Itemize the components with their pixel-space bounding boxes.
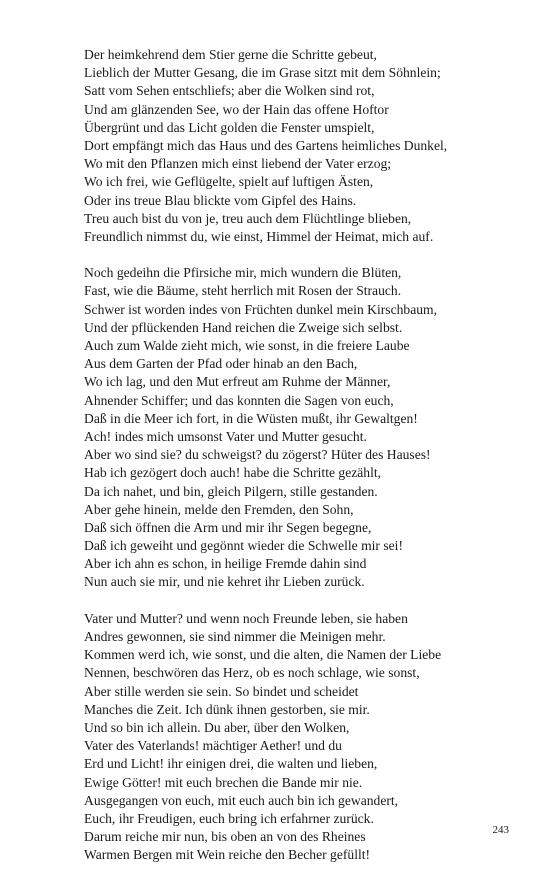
verse-line: Und so bin ich allein. Du aber, über den Wolken, bbox=[84, 719, 350, 735]
verse-line: Wo ich frei, wie Geflügelte, spielt auf luftigen Ästen, bbox=[84, 174, 374, 190]
verse-line: Aber stille werden sie sein. So bindet und scheidet bbox=[84, 683, 359, 699]
verse-line: Ahnender Schiffer; und das konnten die Sagen von euch, bbox=[84, 392, 394, 408]
verse-line: Ewige Götter! mit euch brechen die Bande mir nie. bbox=[84, 774, 363, 790]
verse-line: Aus dem Garten der Pfad oder hinab an den Bach, bbox=[84, 356, 358, 372]
verse-line: Nennen, beschwören das Herz, ob es noch schlage, wie sonst, bbox=[84, 665, 420, 681]
verse-line: Daß ich geweiht und gegönnt wieder die Schwelle mir sei! bbox=[84, 538, 403, 554]
verse-line: Ausgegangen von euch, mit euch auch bin ich gewandert, bbox=[84, 792, 399, 808]
verse-line: Andres gewonnen, sie sind nimmer die Meinigen mehr. bbox=[84, 629, 386, 644]
verse-line: Euch, ihr Freudigen, euch bring ich erfahrner zurück. bbox=[84, 810, 374, 826]
verse-line: Manches die Zeit. Ich dünk ihnen gestorben, sie mir. bbox=[84, 701, 370, 717]
verse-line: Hab ich gezögert doch auch! habe die Schritte gezählt, bbox=[84, 465, 382, 481]
verse-line: Schwer ist worden indes von Früchten dunkel mein Kirschbaum, bbox=[84, 301, 437, 317]
verse-line: Satt vom Sehen entschliefs; aber die Wolken sind rot, bbox=[84, 83, 375, 99]
verse-line: Aber wo sind sie? du schweigst? du zögerst? Hüter des Hauses! bbox=[84, 447, 431, 463]
verse-line: Erd und Licht! ihr einigen drei, die walten und lieben, bbox=[84, 756, 378, 772]
verse-line: Vater und Mutter? und wenn noch Freunde leben, sie haben bbox=[84, 610, 408, 626]
stanza bbox=[84, 264, 524, 591]
stanza bbox=[84, 610, 524, 865]
verse-line: Oder ins treue Blau blickte vom Gipfel des Hains. bbox=[84, 192, 357, 208]
verse-line: Übergrünt und das Licht golden die Fenster umspielt, bbox=[84, 119, 375, 135]
verse-line: Vater des Vaterlands! mächtiger Aether! und du bbox=[84, 738, 342, 754]
verse-line: Darum reiche mir nun, bis oben an von des Rheines bbox=[84, 829, 366, 845]
verse-line: Auch zum Walde zieht mich, wie sonst, in die freiere Laube bbox=[84, 338, 410, 353]
verse-line: Daß in die Meer ich fort, in die Wüsten mußt, ihr Gewaltgen! bbox=[84, 410, 418, 426]
verse-line: Wo ich lag, und den Mut erfreut am Ruhme der Männer, bbox=[84, 374, 391, 390]
verse-line: Da ich nahet, und bin, gleich Pilgern, stille gestanden. bbox=[84, 483, 378, 499]
verse-line: Dort empfängt mich das Haus und des Gartens heimliches Dunkel, bbox=[84, 137, 448, 153]
verse-line: Freundlich nimmst du, wie einst, Himmel der Heimat, mich auf. bbox=[84, 228, 434, 244]
verse-line: Und am glänzenden See, wo der Hain das offene Hoftor bbox=[84, 101, 389, 117]
verse-line: Aber gehe hinein, melde den Fremden, den Sohn, bbox=[84, 501, 354, 517]
verse-line: Ach! indes mich umsonst Vater und Mutter gesucht. bbox=[84, 428, 367, 444]
poem-body bbox=[84, 46, 524, 864]
verse-line: Warmen Bergen mit Wein reiche den Becher gefüllt! bbox=[84, 847, 371, 863]
verse-line: Der heimkehrend dem Stier gerne die Schritte gebeut, bbox=[84, 47, 377, 62]
verse-line: Nun auch sie mir, und nie kehret ihr Lieben zurück. bbox=[84, 574, 365, 590]
verse-line: Fast, wie die Bäume, steht herrlich mit Rosen der Strauch. bbox=[84, 283, 402, 299]
verse-line: Lieblich der Mutter Gesang, die im Grase sitzt mit dem Söhnlein; bbox=[84, 65, 441, 81]
verse-line: Wo mit den Pflanzen mich einst liebend der Vater erzog; bbox=[84, 156, 392, 172]
stanza bbox=[84, 46, 524, 246]
verse-line: Und der pflückenden Hand reichen die Zweige sich selbst. bbox=[84, 319, 403, 335]
verse-line: Noch gedeihn die Pfirsiche mir, mich wundern die Blüten, bbox=[84, 265, 402, 281]
verse-line: Kommen werd ich, wie sonst, und die alten, die Namen der Liebe bbox=[84, 647, 442, 663]
verse-line: Aber ich ahn es schon, in heilige Fremde dahin sind bbox=[84, 556, 367, 572]
verse-line: Daß sich öffnen die Arm und mir ihr Segen begegne, bbox=[84, 519, 372, 535]
verse-line: Treu auch bist du von je, treu auch dem Flüchtlinge blieben, bbox=[84, 210, 412, 226]
page-number: 243 bbox=[492, 824, 509, 836]
